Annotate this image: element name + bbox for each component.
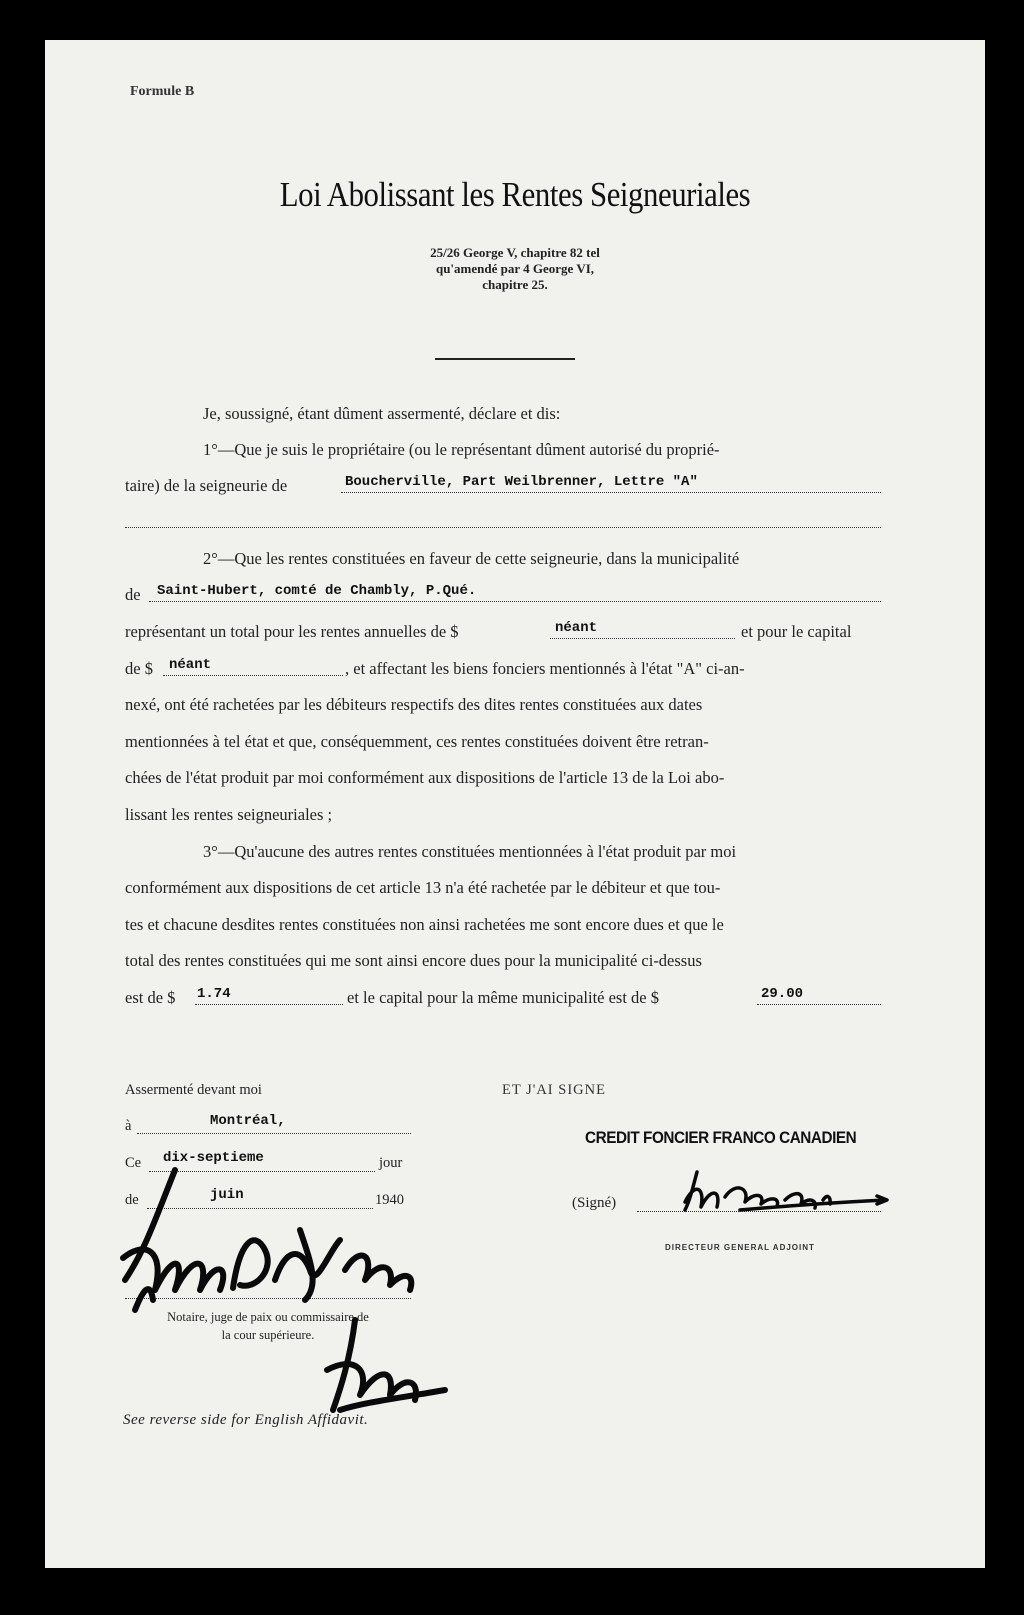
- municipalite-value: Saint-Hubert, comté de Chambly, P.Qué.: [157, 583, 477, 599]
- paragraph-2-line-1: 2°—Que les rentes constituées en faveur de cette seigneurie, dans la municipalité: [203, 549, 740, 568]
- title-stamp: DIRECTEUR GENERAL ADJOINT: [665, 1243, 815, 1252]
- month-value: juin: [210, 1187, 244, 1203]
- month-de-label: de: [125, 1192, 139, 1208]
- ce-label: Ce: [125, 1155, 142, 1171]
- rentes-annuelles-value: néant: [555, 620, 598, 636]
- company-signature-image: [645, 1152, 885, 1222]
- statute-reference: [45, 245, 985, 293]
- paragraph-3-line-1: 3°—Qu'aucune des autres rentes constituées mentionnées à l'état produit par moi: [203, 842, 737, 861]
- paragraph-1-line-2: taire) de la seigneurie de: [125, 476, 288, 495]
- form-number: Formule B: [130, 84, 195, 99]
- paragraph-2-de-label: de: [125, 585, 141, 604]
- paragraph-2-line-7: chées de l'état produit par moi conformément aux dispositions de l'article 13 de la Loi abo-: [125, 768, 725, 787]
- statute-reference-line2: qu'amendé par 4 George VI,: [435, 261, 595, 276]
- paragraph-3-line-2: conformément aux dispositions de cet article 13 n'a été rachetée par le débiteur et que tou-: [125, 878, 721, 897]
- place-label: à: [125, 1118, 132, 1134]
- paragraph-2-line-3-suffix: et pour le capital: [741, 622, 852, 641]
- signe-label: (Signé): [572, 1195, 617, 1211]
- paragraph-2-line-6: mentionnées à tel état et que, conséquemment, ces rentes constituées doivent être retran-: [125, 732, 709, 751]
- statute-reference-line1: 25/26 George V, chapitre 82 tel: [430, 245, 600, 260]
- intro-text: Je, soussigné, étant dûment assermenté, déclare et dis:: [203, 404, 561, 423]
- signed-heading: ET J'AI SIGNE: [502, 1082, 606, 1098]
- year-value: 1940: [375, 1192, 404, 1208]
- total-capital-value: 29.00: [761, 986, 804, 1002]
- total-rentes-value: 1.74: [197, 986, 231, 1002]
- sworn-before-label: Assermenté devant moi: [125, 1082, 262, 1098]
- day-value: dix-septieme: [163, 1150, 264, 1166]
- statute-reference-line3: chapitre 25.: [482, 277, 548, 292]
- notary-caption-line2: la cour supérieure.: [221, 1328, 315, 1342]
- paragraph-2-line-5: nexé, ont été rachetées par les débiteurs respectifs des dites rentes constituées aux dates: [125, 695, 703, 714]
- paragraph-3-line-4: total des rentes constituées qui me sont ainsi encore dues pour la municipalité ci-dessus: [125, 951, 702, 970]
- seigneurie-value: Boucherville, Part Weilbrenner, Lettre "A": [345, 474, 698, 490]
- paragraph-2-line-8: lissant les rentes seigneuriales ;: [125, 805, 333, 824]
- notary-signature-image: [115, 1140, 435, 1440]
- paragraph-1-line-1: 1°—Que je suis le propriétaire (ou le représentant dûment autorisé du proprié-: [203, 440, 720, 459]
- paragraph-3-line-5-prefix: est de $: [125, 988, 176, 1007]
- paragraph-2-line-3-prefix: représentant un total pour les rentes annuelles de $: [125, 622, 459, 641]
- capital-value: néant: [169, 657, 212, 673]
- paragraph-3-line-3: tes et chacune desdites rentes constituées non ainsi rachetées me sont encore dues et que le: [125, 915, 724, 934]
- reverse-side-note: See reverse side for English Affidavit.: [123, 1412, 369, 1428]
- document-title: Loi Abolissant les Rentes Seigneuriales: [279, 175, 751, 214]
- seigneurie-continuation-line: [125, 512, 881, 528]
- notary-caption-line1: Notaire, juge de paix ou commissaire de: [167, 1310, 369, 1324]
- place-value: Montréal,: [210, 1113, 286, 1129]
- paragraph-2-line-4-prefix: de $: [125, 659, 153, 678]
- form-sheet: [45, 40, 985, 1568]
- company-stamp: CREDIT FONCIER FRANCO CANADIEN: [585, 1128, 857, 1147]
- jour-label: jour: [379, 1155, 403, 1171]
- title-divider: [435, 358, 575, 360]
- paragraph-2-line-4-suffix: , et affectant les biens fonciers mentionnés à l'état "A" ci-an-: [345, 659, 745, 678]
- paragraph-3-line-5-mid: et le capital pour la même municipalité est de $: [347, 988, 660, 1007]
